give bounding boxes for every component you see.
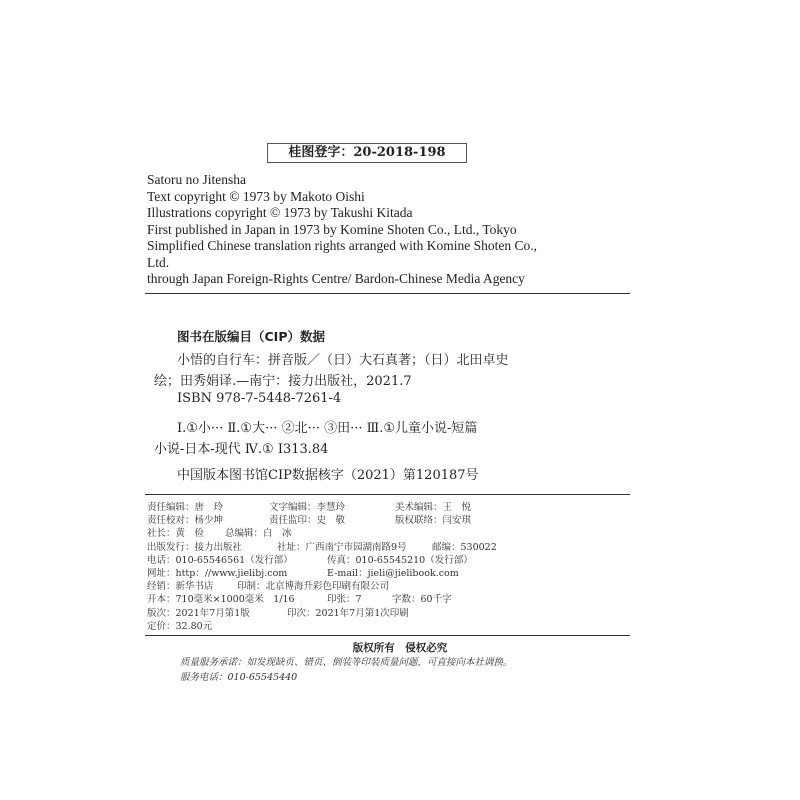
credit-item: 社址：广西南宁市园湖南路9号: [277, 541, 407, 553]
credit-item: E-mail：jieli@jielibook.com: [327, 568, 459, 579]
copyright-line: First published in Japan in 1973 by Komine Shoten Co., Ltd., Tokyo: [147, 221, 517, 237]
service-phone: 服务电话：010-65545440: [180, 672, 298, 683]
credit-item: 文字编辑：李慧玲: [269, 502, 346, 513]
credit-item: 电话：010-65546561（发行部）: [147, 554, 293, 566]
credit-item: 总编辑：白 冰: [225, 528, 292, 540]
quality-promise: 质量服务承诺：如发现缺页、错页、倒装等印装质量问题，可直接向本社调换。: [180, 657, 513, 668]
divider: [145, 494, 630, 495]
copyright-line: through Japan Foreign-Rights Centre/ Bardon-Chinese Media Agency: [147, 271, 525, 286]
copyright-line: Satoru no Jitensha: [147, 172, 246, 187]
divider: [145, 635, 630, 636]
copyright-line: Ltd.: [147, 254, 170, 270]
divider: [145, 293, 630, 294]
credit-item: 邮编：530022: [432, 541, 497, 553]
copyright-line: Simplified Chinese translation rights arranged with Komine Shoten Co.,: [147, 238, 537, 253]
cip-line: 绘；田秀娟译.—南宁：接力出版社，2021.7: [154, 374, 412, 389]
credit-item: 责任监印：史 敬: [269, 515, 346, 527]
registration-number-box: 桂图登字：20-2018-198: [267, 143, 467, 163]
credit-item: 定价：32.80元: [147, 620, 213, 632]
credit-item: 责任校对：杨少坤: [147, 515, 224, 527]
credit-item: 字数：60千字: [392, 594, 452, 606]
credit-item: 印张：7: [327, 594, 362, 606]
credit-item: 版次：2021年7月第1版: [147, 607, 250, 619]
cip-classification: 小说-日本-现代 Ⅳ.① I313.84: [154, 442, 329, 457]
credit-item: 出版发行：接力出版社: [147, 541, 243, 553]
copyright-line: Text copyright © 1973 by Makoto Oishi: [147, 188, 365, 204]
credit-item: 美术编辑：王 悦: [395, 502, 472, 513]
credit-item: 印制：北京博海升彩色印刷有限公司: [237, 581, 390, 593]
rights-reserved: 版权所有 侵权必究: [352, 642, 448, 654]
credit-item: 网址：http：//www.jielibj.com: [147, 568, 288, 579]
cip-title: 图书在版编目（CIP）数据: [177, 329, 325, 344]
credit-item: 传真：010-65545210（发行部）: [327, 554, 473, 566]
cip-verification: 中国版本图书馆CIP数据核字（2021）第120187号: [177, 468, 479, 483]
cip-line: 小悟的自行车：拼音版／（日）大石真著；（日）北田卓史: [177, 353, 509, 368]
credit-item: 经销：新华书店: [147, 581, 214, 593]
cip-classification: Ⅰ.①小··· Ⅱ.①大··· ②北··· ③田··· Ⅲ.①儿童小说-短篇: [177, 421, 478, 436]
credit-item: 社长：黄 俭: [147, 528, 205, 540]
credit-item: 版权联络：闫安琪: [395, 515, 472, 527]
credit-item: 责任编辑：唐 玲: [147, 502, 224, 513]
credit-item: 印次：2021年7月第1次印刷: [287, 607, 409, 619]
cip-isbn: ISBN 978-7-5448-7261-4: [177, 391, 342, 406]
credit-item: 开本：710毫米×1000毫米 1/16: [147, 594, 295, 606]
copyright-line: Illustrations copyright © 1973 by Takushi Kitada: [147, 205, 413, 220]
